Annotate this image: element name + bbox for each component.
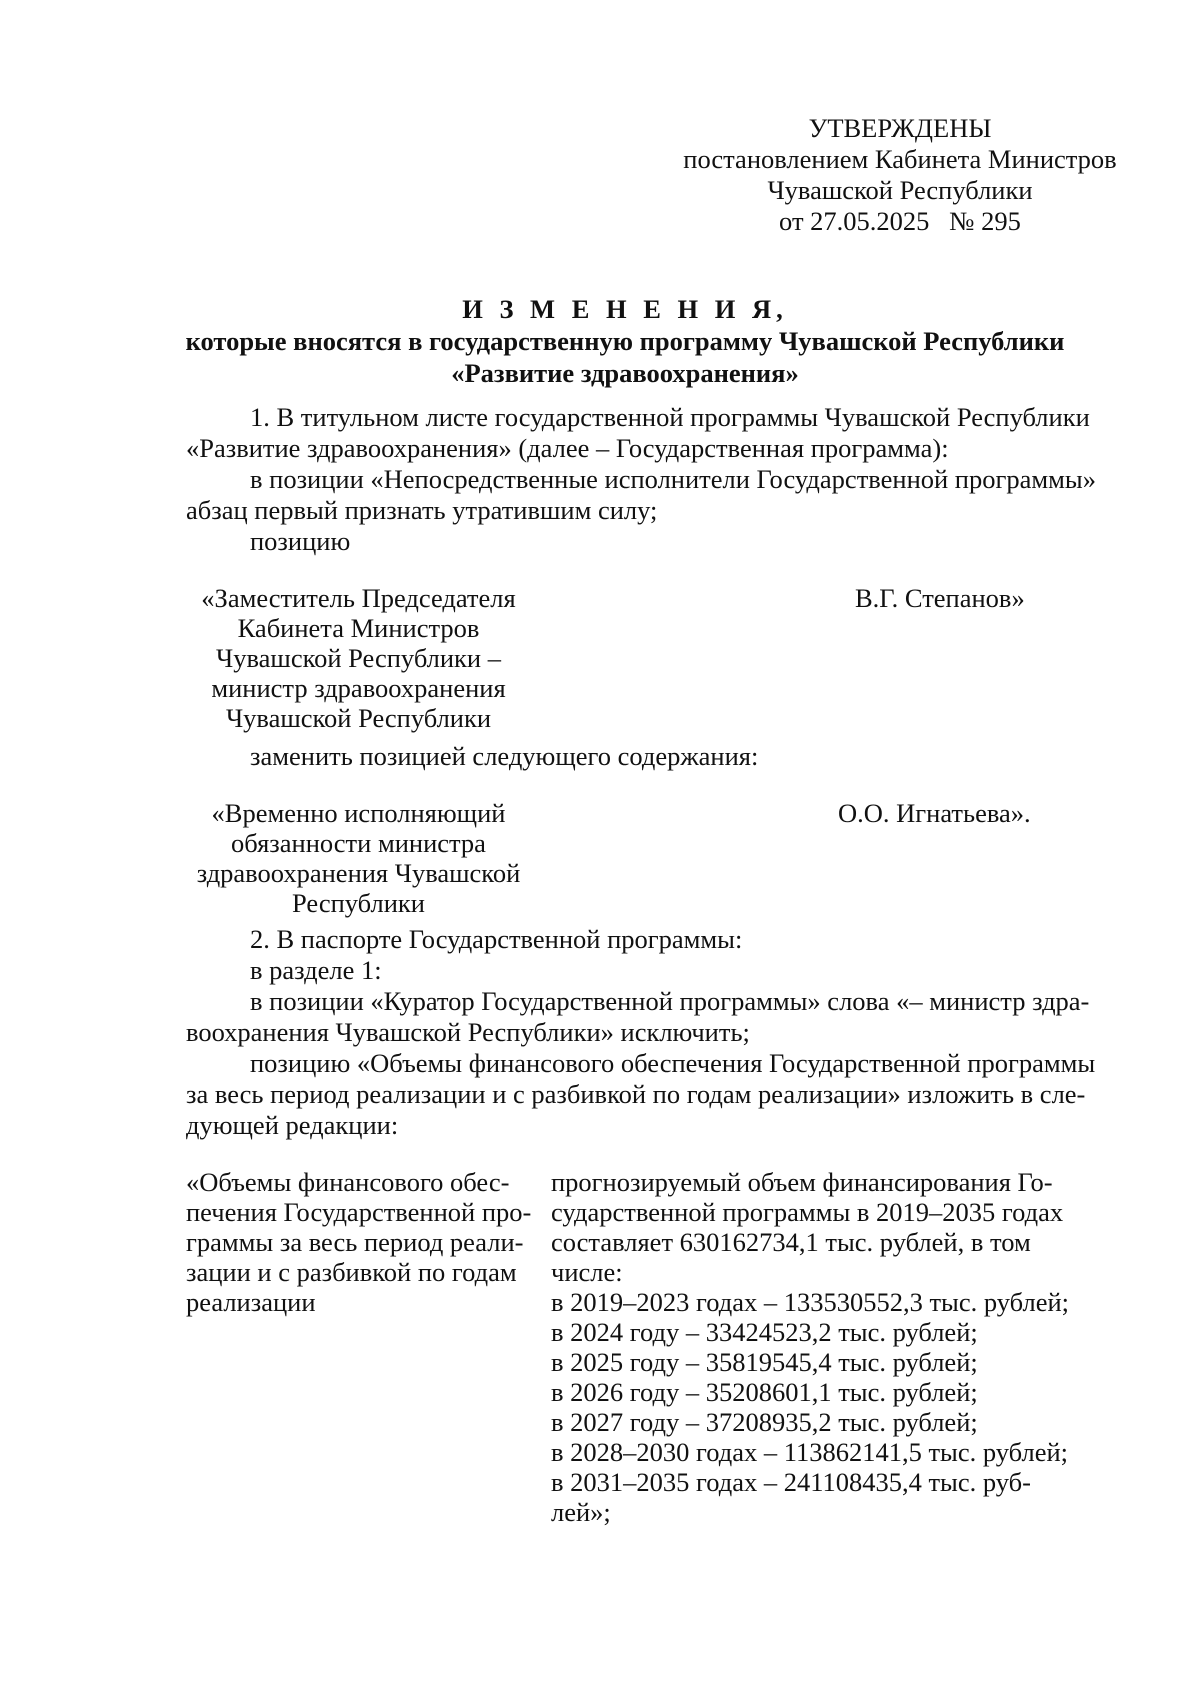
title-heading: И З М Е Н Е Н И Я, (462, 294, 788, 324)
s2-p2: в разделе 1: (250, 955, 382, 985)
title-subheading: которые вносятся в государственную программу Чувашской Республики (185, 326, 1065, 356)
financing-value-line: в 2026 году – 35208601,1 тыс. рублей; (551, 1377, 978, 1407)
financing-label-line: реализации (186, 1287, 316, 1317)
financing-label-line: граммы за весь период реали- (186, 1227, 524, 1257)
s2-p1: 2. В паспорте Государственной программы: (250, 924, 743, 954)
old-position-line: Кабинета Министров (237, 613, 480, 643)
financing-value-line: в 2031–2035 годах – 241108435,4 тыс. руб- (551, 1467, 1031, 1497)
s1-p1-line1: 1. В титульном листе государственной программы Чувашской Республики (250, 402, 1090, 432)
financing-value-line: прогнозируемый объем финансирования Го- (551, 1167, 1053, 1197)
old-position-line: министр здравоохранения (211, 673, 506, 703)
s2-p4-line1: позицию «Объемы финансового обеспечения Государственной программы (250, 1048, 1096, 1078)
financing-label (186, 1167, 532, 1317)
old-position-person: В.Г. Степанов» (855, 583, 1025, 613)
approval-title: УТВЕРЖДЕНЫ (808, 113, 992, 143)
old-position-line: Чувашской Республики – (216, 643, 501, 673)
approval-date-number: от 27.05.2025 № 295 (779, 206, 1021, 236)
s1-p2-line1: в позиции «Непосредственные исполнители Государственной программы» (250, 464, 1096, 494)
new-position-line: «Временно исполняющий (211, 798, 506, 828)
new-position-line: обязанности министра (231, 828, 486, 858)
s2-p4-line2: за весь период реализации и с разбивкой по годам реализации» изложить в сле- (186, 1079, 1086, 1109)
s2-p4-line3: дующей редакции: (186, 1110, 399, 1140)
old-position-title (186, 583, 531, 733)
new-position-title (186, 798, 531, 918)
s1-p3: позицию (250, 526, 351, 556)
title-program-name: «Развитие здравоохранения» (451, 358, 799, 388)
financing-label-line: зации и с разбивкой по годам (186, 1257, 517, 1287)
s2-p3-line1: в позиции «Куратор Государственной программы» слова «– министр здра- (250, 986, 1090, 1016)
financing-value-line: в 2025 году – 35819545,4 тыс. рублей; (551, 1347, 978, 1377)
financing-label-line: «Объемы финансового обес- (186, 1167, 510, 1197)
new-position-person: О.О. Игнатьева». (838, 798, 1031, 828)
new-position-line: Республики (292, 888, 425, 918)
new-position-line: здравоохранения Чувашской (196, 858, 521, 888)
financing-value-line: в 2019–2023 годах – 133530552,3 тыс. рублей; (551, 1287, 1070, 1317)
old-position-line: «Заместитель Председателя (201, 583, 516, 613)
s1-p1-line2: «Развитие здравоохранения» (далее – Государственная программа): (186, 433, 949, 463)
financing-value-line: в 2024 году – 33424523,2 тыс. рублей; (551, 1317, 978, 1347)
financing-values (551, 1167, 1070, 1527)
s2-p3-line2: воохранения Чувашской Республики» исключить; (186, 1017, 750, 1047)
financing-label-line: печения Государственной про- (186, 1197, 532, 1227)
old-position-line: Чувашской Республики (225, 703, 492, 733)
approval-by: постановлением Кабинета Министров (683, 144, 1117, 174)
document-title (150, 293, 1100, 389)
financing-value-line: сударственной программы в 2019–2035 годах (551, 1197, 1064, 1227)
financing-value-line: числе: (551, 1257, 623, 1287)
financing-value-line: в 2028–2030 годах – 113862141,5 тыс. рублей; (551, 1437, 1069, 1467)
approval-stamp (680, 113, 1120, 237)
s1-replace-text: заменить позицией следующего содержания: (250, 741, 759, 771)
financing-value-line: в 2027 году – 37208935,2 тыс. рублей; (551, 1407, 978, 1437)
financing-value-line: составляет 630162734,1 тыс. рублей, в том (551, 1227, 1031, 1257)
financing-value-line: лей»; (551, 1497, 611, 1527)
s1-p2-line2: абзац первый признать утратившим силу; (186, 495, 658, 525)
approval-republic: Чувашской Республики (767, 175, 1033, 205)
